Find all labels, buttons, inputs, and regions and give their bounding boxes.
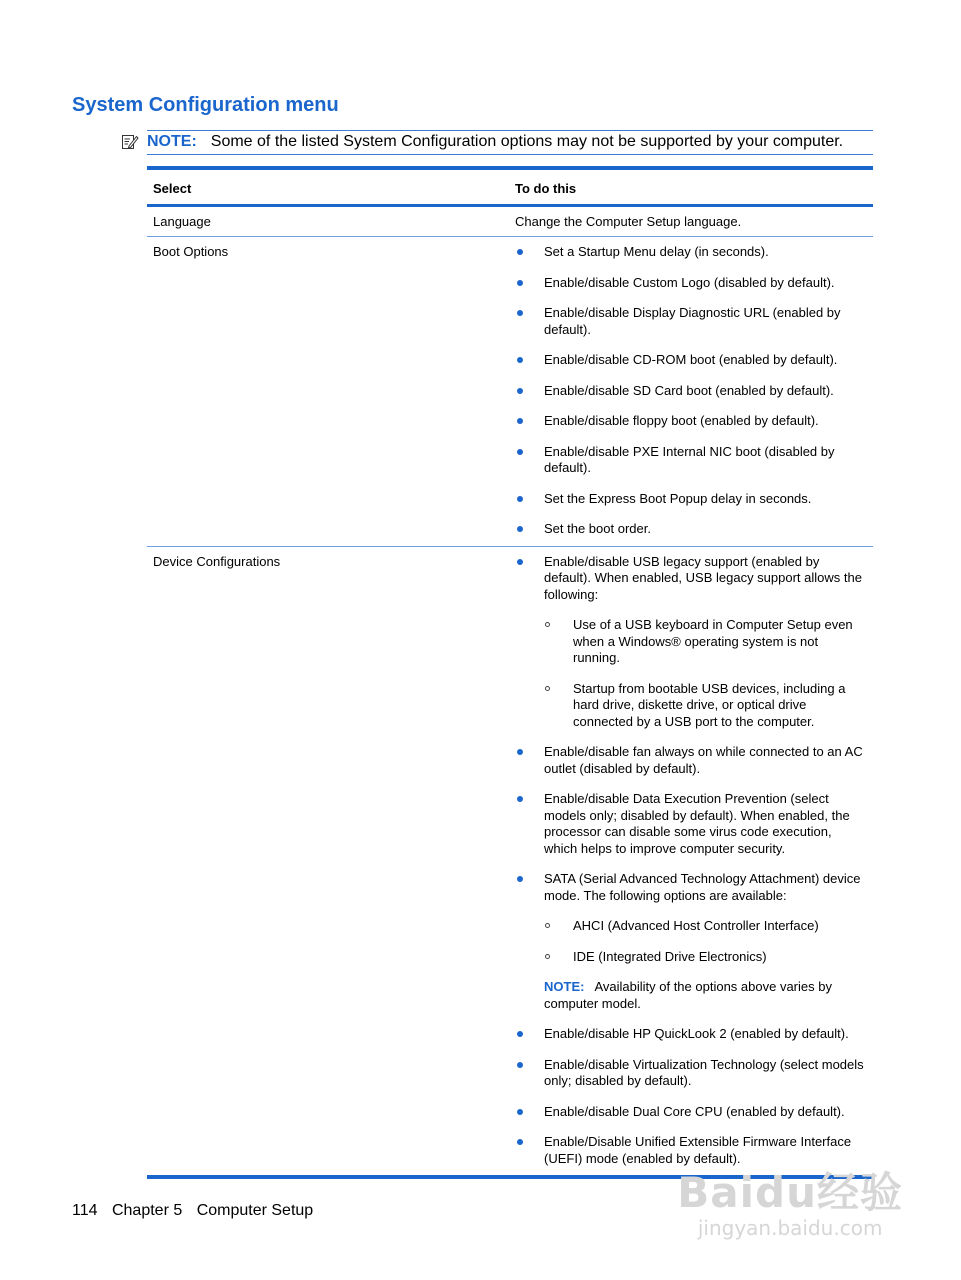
list-item [515, 244, 867, 261]
list-item-text: Set the boot order. [544, 521, 651, 536]
inline-note-text: Availability of the options above varies by computer model. [544, 979, 832, 1011]
list-item-text: Set the Express Boot Popup delay in seconds. [544, 490, 812, 506]
sub-list-item-text: AHCI (Advanced Host Controller Interface) [573, 918, 819, 933]
list-item [515, 491, 867, 508]
note-text: Some of the listed System Configuration options may not be supported by your computer. [210, 133, 844, 150]
bullet-dot-icon [517, 1109, 523, 1115]
table-row-language [147, 205, 873, 237]
section-heading: System Configuration menu [72, 94, 339, 116]
list-item-text: Enable/disable Virtualization Technology (select models only; disabled by default). [544, 1056, 864, 1088]
list-item [515, 1104, 867, 1121]
sub-list-item-text: IDE (Integrated Drive Electronics) [573, 948, 767, 964]
bullet-dot-icon [517, 796, 523, 802]
inline-note-label: NOTE: [544, 979, 585, 994]
list-item [515, 1026, 867, 1043]
sub-list-item [544, 918, 867, 935]
list-item-text: Enable/Disable Unified Extensible Firmware Interface (UEFI) mode (enabled by default). [544, 1134, 852, 1166]
bullet-dot-icon [517, 1031, 523, 1037]
page-footer [72, 1202, 323, 1220]
bullet-dot-icon [517, 749, 523, 755]
footer-chapter: Chapter 5 [111, 1202, 183, 1219]
list-item [515, 413, 867, 430]
note-label: NOTE: [147, 133, 197, 150]
bullet-dot-icon [517, 1062, 523, 1068]
watermark-url: jingyan.baidu.com [697, 1216, 883, 1240]
list-item-text: Enable/disable Data Execution Prevention (select models only; disabled by default). When enabled, the processor can disable some virus code execution, which helps to improve computer security. [544, 791, 850, 856]
system-configuration-table [147, 166, 873, 1179]
bullet-circle-icon [545, 622, 550, 627]
cell-description: Change the Computer Setup language. [509, 205, 873, 237]
list-item [515, 305, 867, 338]
list-item-text: SATA (Serial Advanced Technology Attachment) device mode. The following options are available: [544, 871, 861, 903]
list-item-text: Enable/disable Custom Logo (disabled by default). [544, 274, 835, 290]
cell-select: Device Configurations [153, 553, 281, 569]
list-item [515, 383, 867, 400]
bullet-dot-icon [517, 310, 523, 316]
bullet-circle-icon [545, 923, 550, 928]
bullet-circle-icon [545, 954, 550, 959]
note-box [147, 130, 873, 155]
table-row-boot-options [147, 237, 873, 547]
cell-description [509, 237, 873, 547]
bullet-dot-icon [517, 357, 523, 363]
sub-list-item-text: Use of a USB keyboard in Computer Setup even when a Windows® operating system is not running. [573, 617, 853, 665]
list-item-text: Enable/disable PXE Internal NIC boot (disabled by default). [544, 443, 835, 475]
list-item [515, 275, 867, 292]
page-number: 114 [72, 1202, 98, 1219]
sub-list-item-text: Startup from bootable USB devices, including a hard drive, diskette drive, or optical drive connected by a USB port to the computer. [573, 680, 846, 729]
inline-note [544, 979, 867, 1012]
cell-select: Language [147, 205, 509, 237]
sub-list-item [544, 681, 867, 731]
list-item [515, 1057, 867, 1090]
list-item [515, 352, 867, 369]
list-item [515, 554, 867, 731]
list-item-text: Enable/disable Dual Core CPU (enabled by default). [544, 1103, 845, 1119]
bullet-dot-icon [517, 559, 523, 565]
bullet-dot-icon [517, 418, 523, 424]
device-configurations-list [515, 554, 867, 1168]
sub-list [544, 617, 867, 730]
list-item-text: Enable/disable fan always on while connected to an AC outlet (disabled by default). [544, 744, 863, 776]
bullet-dot-icon [517, 388, 523, 394]
bullet-dot-icon [517, 449, 523, 455]
list-item-text: Enable/disable USB legacy support (enabled by default). When enabled, USB legacy support allows the following: [544, 553, 862, 602]
list-item-text: Set a Startup Menu delay (in seconds). [544, 244, 769, 259]
sub-list [544, 918, 867, 965]
list-item-text: Enable/disable SD Card boot (enabled by default). [544, 382, 834, 398]
watermark [677, 1160, 903, 1240]
table-header-row [147, 168, 873, 205]
bullet-dot-icon [517, 280, 523, 286]
bullet-dot-icon [517, 249, 523, 255]
sub-list-item [544, 617, 867, 667]
bullet-dot-icon [517, 496, 523, 502]
list-item-text: Enable/disable floppy boot (enabled by default). [544, 413, 819, 428]
table-row-device-configurations [147, 546, 873, 1177]
list-item [515, 521, 867, 538]
list-item-text: Enable/disable CD-ROM boot (enabled by default). [544, 352, 838, 367]
list-item-text: Enable/disable HP QuickLook 2 (enabled by default). [544, 1026, 849, 1041]
bullet-circle-icon [545, 686, 550, 691]
cell-select: Boot Options [147, 237, 509, 547]
header-select: Select [147, 168, 509, 205]
bullet-dot-icon [517, 876, 523, 882]
footer-title: Computer Setup [196, 1202, 314, 1219]
list-item [515, 444, 867, 477]
watermark-main: Baidu经验 [677, 1168, 903, 1217]
header-to-do-this: To do this [509, 168, 873, 205]
note-pencil-icon [121, 133, 139, 151]
boot-options-list [515, 244, 867, 538]
list-item [515, 791, 867, 857]
sub-list-item [544, 949, 867, 966]
list-item-text: Enable/disable Display Diagnostic URL (enabled by default). [544, 305, 841, 337]
cell-description [509, 546, 873, 1177]
bullet-dot-icon [517, 1139, 523, 1145]
list-item [515, 871, 867, 1012]
list-item [515, 744, 867, 777]
bullet-dot-icon [517, 526, 523, 532]
